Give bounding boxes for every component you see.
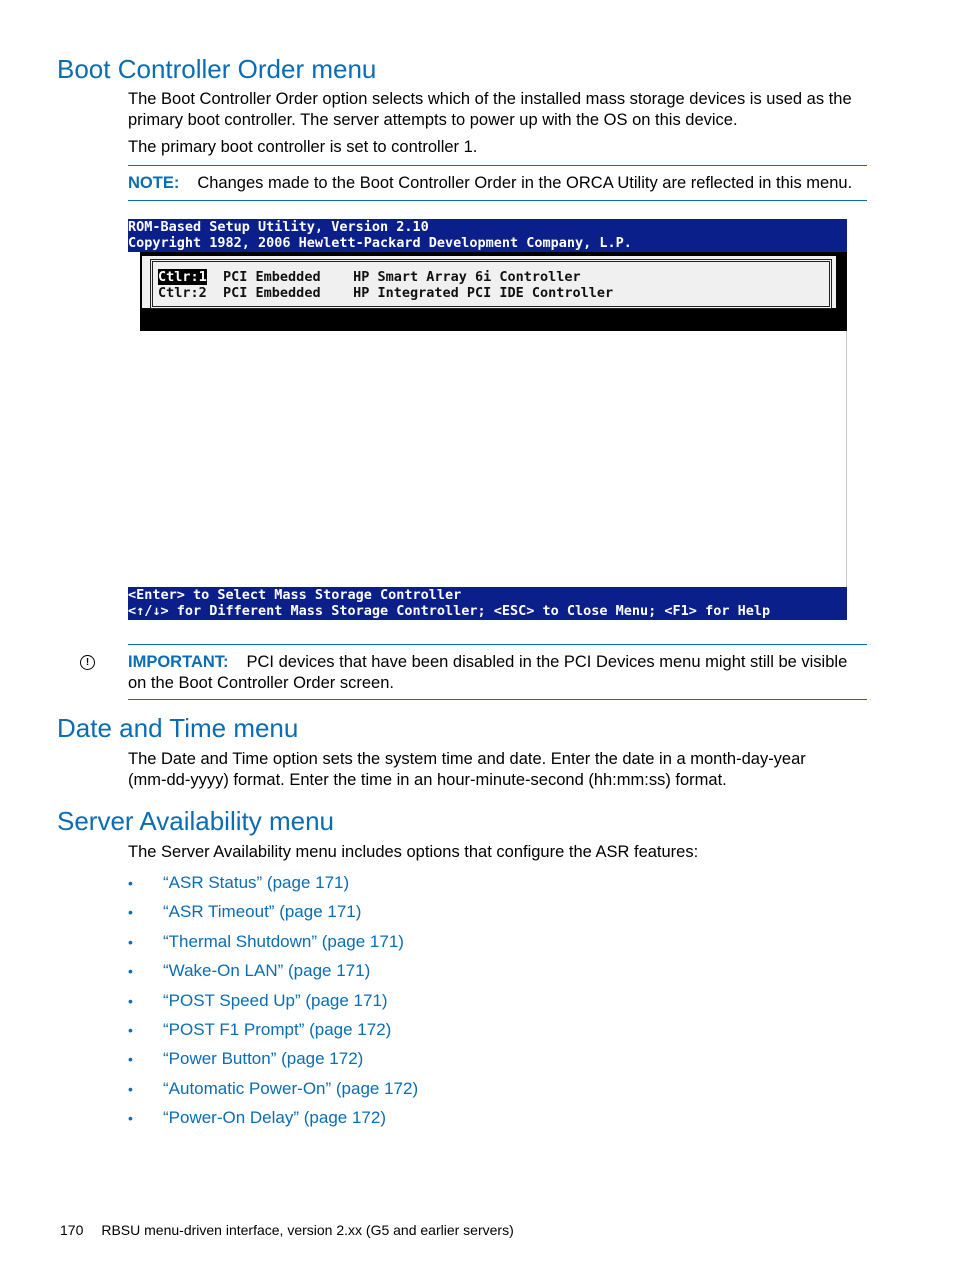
controller-order-dialog (140, 252, 847, 331)
important-note (128, 652, 868, 694)
link-asr-status[interactable]: “ASR Status” (page 171) (163, 873, 350, 892)
boot-paragraph-2: The primary boot controller is set to controller 1. (128, 138, 478, 156)
controller-1-desc: PCI Embedded HP Smart Array 6i Controller (206, 269, 581, 285)
important-text: PCI devices that have been disabled in the PCI Devices menu might still be visible on the Boot Controller Order screen. (128, 653, 848, 692)
link-asr-timeout[interactable]: “ASR Timeout” (page 171) (163, 902, 362, 922)
rbsu-screenshot (128, 219, 847, 620)
screenshot-header-line-2: Copyright 1982, 2006 Hewlett-Packard Development Company, L.P. (128, 235, 632, 251)
note-bottom-rule (128, 200, 867, 201)
screenshot-footer (128, 587, 847, 620)
list-item (128, 1106, 418, 1135)
screenshot-footer-line-2: <↑/↓> for Different Mass Storage Controller; <ESC> to Close Menu; <F1> for Help (128, 603, 771, 619)
list-item (128, 900, 418, 929)
availability-link-list (128, 871, 418, 1136)
important-bottom-rule (128, 699, 867, 700)
list-item (128, 930, 418, 959)
bullet-icon: • (128, 933, 133, 950)
bullet-icon: • (128, 1080, 133, 1097)
boot-paragraph-1: The Boot Controller Order option selects which of the installed mass storage devices is used as the primary boot controller. The server attempts to power up with the OS on this device. (128, 90, 852, 129)
link-power-on-delay[interactable]: “Power-On Delay” (page 172) (163, 1108, 386, 1128)
list-item (128, 989, 418, 1018)
list-item (128, 959, 418, 988)
bullet-icon: • (128, 1021, 133, 1038)
list-item (128, 1047, 418, 1076)
bullet-icon: • (128, 904, 133, 921)
controller-2-desc: PCI Embedded HP Integrated PCI IDE Controller (206, 285, 614, 301)
screenshot-right-border (846, 331, 847, 587)
dialog-frame (150, 259, 832, 309)
bullet-icon: • (128, 992, 133, 1009)
list-item (128, 871, 418, 900)
page-number: 170 (60, 1222, 84, 1238)
link-post-f1-prompt[interactable]: “POST F1 Prompt” (page 172) (163, 1019, 392, 1039)
section-title-date-time: Date and Time menu (57, 713, 299, 743)
controller-row-1[interactable] (158, 269, 581, 285)
page-footer (60, 1222, 514, 1238)
controller-1-id: Ctlr:1 (158, 269, 207, 285)
bullet-icon: • (128, 1051, 133, 1068)
important-label: IMPORTANT: (128, 653, 229, 671)
controller-2-id: Ctlr:2 (158, 285, 207, 301)
link-automatic-power-on[interactable]: “Automatic Power-On” (page 172) (163, 1078, 419, 1098)
footer-text: RBSU menu-driven interface, version 2.xx (G5 and earlier servers) (101, 1222, 514, 1238)
note-text: Changes made to the Boot Controller Order in the ORCA Utility are reflected in this menu. (197, 174, 853, 192)
bullet-icon: • (128, 875, 133, 891)
dialog-body (142, 256, 836, 308)
bullet-icon: • (128, 963, 133, 980)
availability-intro: The Server Availability menu includes options that configure the ASR features: (128, 843, 699, 861)
datetime-paragraph: The Date and Time option sets the system time and date. Enter the date in a month-day-year (mm-dd-yyyy) format. Enter the time in an hour-minute-second (hh:mm:ss) format. (128, 750, 806, 789)
link-power-button[interactable]: “Power Button” (page 172) (163, 1049, 364, 1069)
controller-row-2[interactable] (158, 285, 613, 301)
note (128, 173, 873, 194)
link-thermal-shutdown[interactable]: “Thermal Shutdown” (page 171) (163, 931, 404, 951)
link-wake-on-lan[interactable]: “Wake-On LAN” (page 171) (163, 961, 371, 981)
screenshot-header-line-1: ROM-Based Setup Utility, Version 2.10 (128, 219, 429, 235)
screenshot-footer-line-1: <Enter> to Select Mass Storage Controller (128, 587, 462, 603)
screenshot-header (128, 219, 847, 252)
link-post-speed-up[interactable]: “POST Speed Up” (page 171) (163, 990, 388, 1010)
section-title-server-availability: Server Availability menu (57, 806, 334, 836)
important-top-rule (128, 644, 867, 645)
note-label: NOTE: (128, 174, 180, 192)
note-top-rule (128, 165, 867, 166)
bullet-icon: • (128, 1110, 133, 1127)
section-title-boot-controller-order: Boot Controller Order menu (57, 54, 377, 84)
important-icon: ! (80, 655, 95, 670)
list-item (128, 1018, 418, 1047)
list-item (128, 1077, 418, 1106)
